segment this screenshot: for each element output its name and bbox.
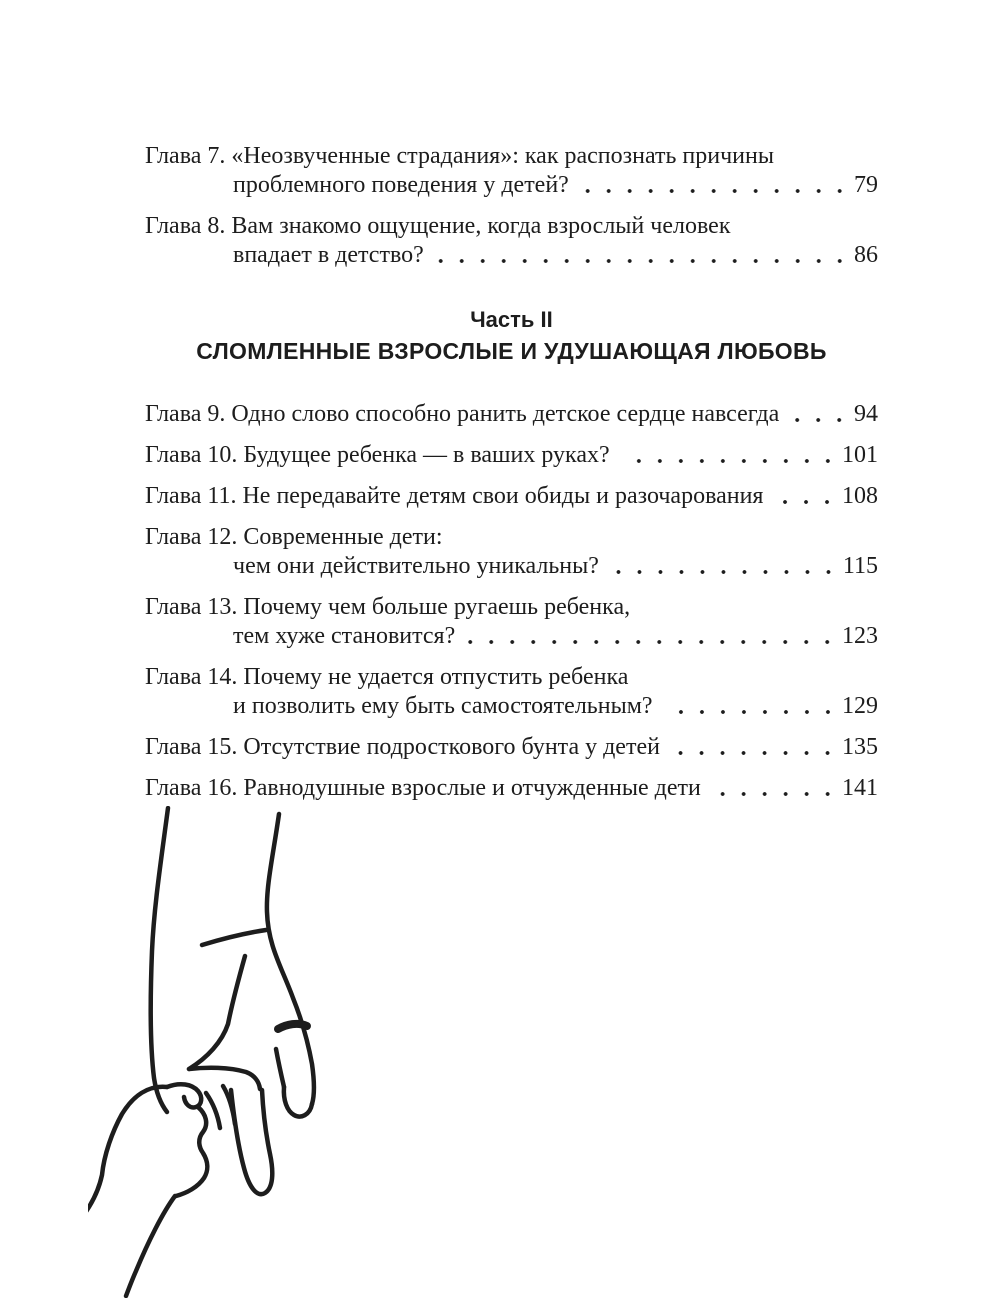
toc-entry-title-line: Глава 12. Современные дети: (145, 524, 443, 550)
toc-entry (145, 482, 878, 511)
dot-leader (611, 569, 839, 575)
page-number: 94 (854, 401, 878, 427)
child-thumb-hook (167, 1084, 201, 1107)
toc-entry (145, 593, 878, 651)
page-number: 115 (842, 553, 878, 579)
dot-leader (665, 709, 838, 715)
toc-entry-title-line: Глава 15. Отсутствие подросткового бунта у детей (145, 734, 660, 760)
toc-list (145, 142, 878, 815)
toc-entry-title-line: тем хуже становится? (233, 623, 456, 649)
dot-leader (436, 258, 850, 264)
toc-entry-title-line: Глава 16. Равнодушные взрослые и отчужденные дети (145, 775, 701, 801)
toc-entry-title-line: и позволить ему быть самостоятельным? (233, 693, 653, 719)
toc-entry (145, 733, 878, 762)
dot-leader (791, 417, 850, 423)
toc-entry (145, 774, 878, 803)
part-title: СЛОМЛЕННЫЕ ВЗРОСЛЫЕ И УДУШАЮЩАЯ ЛЮБОВЬ (196, 338, 827, 364)
part-label: Часть II (470, 307, 553, 332)
toc-entry-title-line: Глава 8. Вам знакомо ощущение, когда взрослый человек (145, 213, 731, 239)
adult-wrist-left-line (151, 808, 168, 1112)
toc-entry (145, 523, 878, 581)
page-number: 86 (854, 242, 878, 268)
child-wrist-right-line (126, 1196, 175, 1296)
adult-index-fingertip (284, 1087, 312, 1117)
page-number: 141 (842, 775, 878, 801)
toc-entry-title-line: Глава 9. Одно слово способно ранить детское сердце навсегда (145, 401, 780, 427)
page-number: 135 (842, 734, 878, 760)
toc-entry-title-line: Глава 10. Будущее ребенка — в ваших руках? (145, 442, 610, 468)
dot-leader (672, 750, 838, 756)
adult-knuckle-accent (278, 1024, 307, 1029)
dot-leader (581, 188, 850, 194)
toc-entry (145, 142, 878, 200)
child-fist-outer-contour (88, 1087, 167, 1213)
adult-index-inner-edge (276, 1049, 284, 1087)
toc-entry (145, 441, 878, 470)
toc-entry (145, 663, 878, 721)
part-heading (145, 304, 878, 366)
dot-leader (775, 499, 838, 505)
adult-wrist-crease (202, 930, 266, 945)
adult-palm-line (189, 956, 245, 1069)
page-number: 108 (842, 483, 878, 509)
toc-entry (145, 212, 878, 270)
page-number: 129 (842, 693, 878, 719)
adult-hand-right-contour (267, 814, 314, 1104)
toc-entry-title-line: чем они действительно уникальны? (233, 553, 599, 579)
toc-entry-title-line: Глава 13. Почему чем больше ругаешь ребенка, (145, 594, 631, 620)
toc-entry-title-line: Глава 7. «Неозвученные страдания»: как распознать причины (145, 143, 774, 169)
dot-leader (622, 458, 838, 464)
toc-entry-title-line: впадает в детство? (233, 242, 424, 268)
adult-grasped-finger (231, 1090, 272, 1194)
toc-entry-title-line: проблемного поведения у детей? (233, 172, 569, 198)
toc-entry (145, 400, 878, 429)
page-number: 101 (842, 442, 878, 468)
page-number: 123 (842, 623, 878, 649)
page-number: 79 (854, 172, 878, 198)
toc-entry-title-line: Глава 14. Почему не удается отпустить ребенка (145, 664, 629, 690)
dot-leader (467, 639, 838, 645)
dot-leader (713, 791, 838, 797)
toc-entry-title-line: Глава 11. Не передавайте детям свои обиды и разочарования (145, 483, 764, 509)
hands-illustration (88, 806, 388, 1298)
child-fingers-right-edge (176, 1107, 207, 1196)
